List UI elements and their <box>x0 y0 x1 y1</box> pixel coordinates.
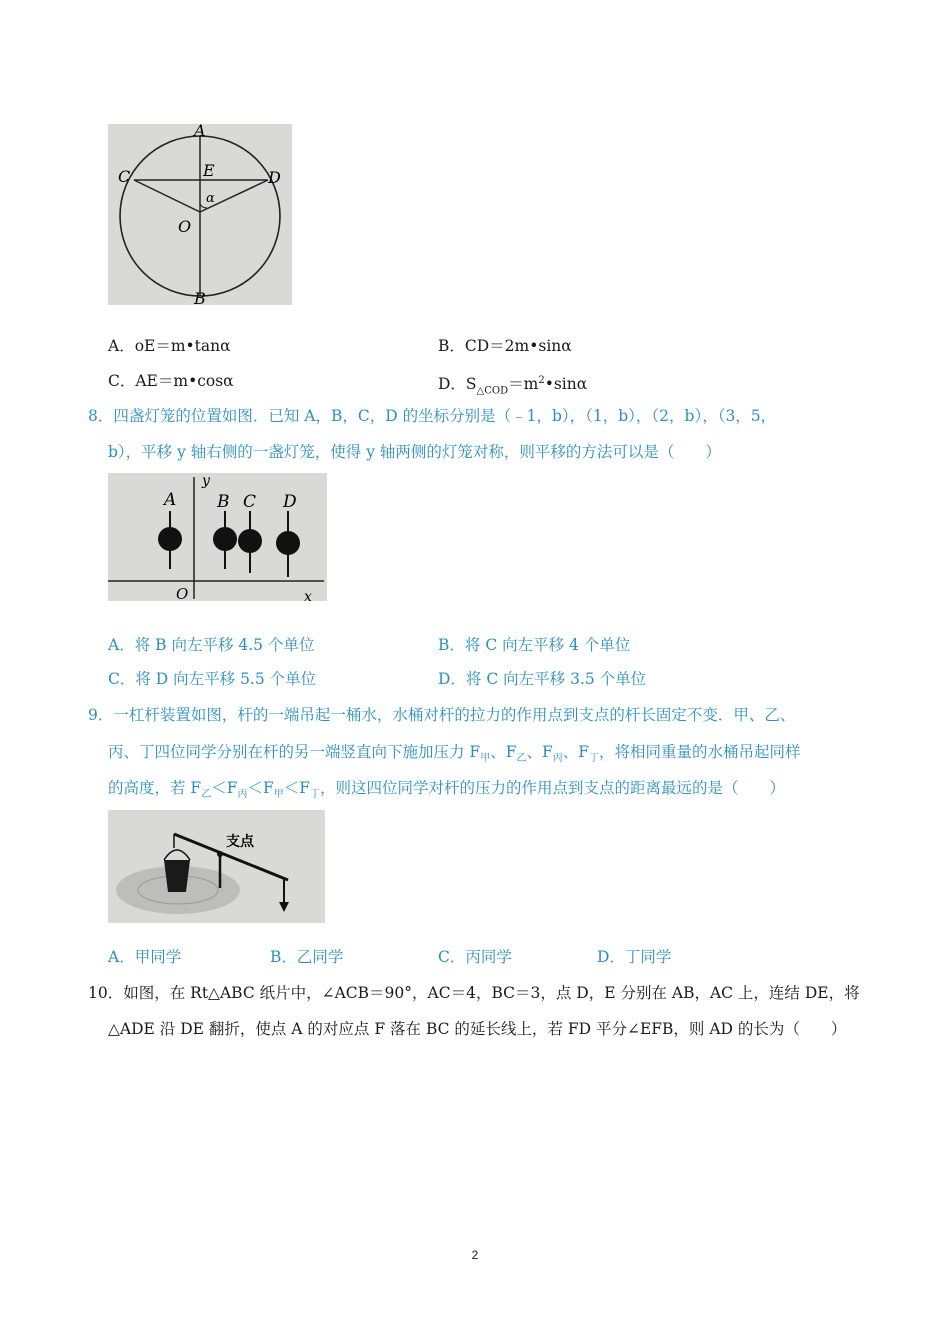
circle-figure <box>108 124 292 305</box>
q9-line2-part: 、F <box>526 743 553 761</box>
label-x: x <box>304 589 312 601</box>
label-D: D <box>283 492 297 512</box>
sub-ding: 丁 <box>588 753 599 765</box>
q8-option-a[interactable]: A．将 B 向左平移 4.5 个单位 <box>108 636 315 654</box>
q7-option-a[interactable]: A．oE＝m•tanα <box>108 337 231 355</box>
label-alpha: α <box>206 191 215 206</box>
sub-bing: 丙 <box>237 789 248 801</box>
sub-ding: 丁 <box>309 789 320 801</box>
label-D: D <box>268 168 281 187</box>
q7-option-d-mid: ＝m <box>508 375 539 394</box>
q8-text-line1: 8．四盏灯笼的位置如图．已知 A，B，C，D 的坐标分别是（﹣1，b），（1，b），（2，b），（3，5， <box>88 407 777 425</box>
q9-option-a[interactable]: A．甲同学 <box>108 948 182 966</box>
lever-figure <box>108 810 325 923</box>
q9-line3-part: ＜F <box>247 779 274 797</box>
page-number: 2 <box>471 1248 479 1262</box>
label-A: A <box>194 124 206 140</box>
label-C: C <box>243 492 257 512</box>
label-B: B <box>217 492 230 512</box>
lantern-B <box>213 511 237 569</box>
label-A: A <box>164 490 177 510</box>
lantern-D <box>276 511 300 577</box>
q7-option-d-sub: △COD <box>476 385 509 397</box>
q7-option-d-sup: 2 <box>538 375 545 386</box>
sub-yi: 乙 <box>201 789 212 801</box>
label-O: O <box>178 217 192 236</box>
q9-line2-part: ，将相同重量的水桶吊起同样 <box>598 743 801 761</box>
q8-option-b[interactable]: B．将 C 向左平移 4 个单位 <box>438 636 631 654</box>
fulcrum-label: 支点 <box>226 834 254 850</box>
q7-option-c[interactable]: C．AE＝m•cosα <box>108 372 234 390</box>
circle-diagram <box>108 124 292 305</box>
q9-line3-part: ，则这四位同学对杆的压力的作用点到支点的距离最远的是（ ） <box>319 779 785 797</box>
label-O: O <box>176 585 189 601</box>
label-y: y <box>202 473 210 489</box>
sub-bing: 丙 <box>552 753 563 765</box>
q8-option-c[interactable]: C．将 D 向左平移 5.5 个单位 <box>108 670 317 688</box>
q9-line3-part: ＜F <box>211 779 238 797</box>
q9-text-line2 <box>108 742 801 769</box>
label-E: E <box>203 161 215 180</box>
q7-option-b[interactable]: B．CD＝2m•sinα <box>438 337 572 355</box>
q9-line2-part: 、F <box>490 743 517 761</box>
q10-text-line1: 10．如图，在 Rt△ABC 纸片中，∠ACB＝90°，AC＝4，BC＝3，点 D，E 分别在 AB，AC 上，连结 DE，将 <box>88 984 860 1002</box>
lever-diagram <box>108 810 325 923</box>
label-C: C <box>118 167 131 186</box>
q10-text-line2: △ADE 沿 DE 翻折，使点 A 的对应点 F 落在 BC 的延长线上，若 FD 平分∠EFB，则 AD 的长为（ ） <box>108 1020 847 1038</box>
q9-option-d[interactable]: D．丁同学 <box>597 948 672 966</box>
lantern-C <box>238 511 262 573</box>
q9-option-c[interactable]: C．丙同学 <box>438 948 512 966</box>
q9-option-b[interactable]: B．乙同学 <box>270 948 344 966</box>
sub-yi: 乙 <box>516 753 527 765</box>
q7-option-d-suffix: •sinα <box>544 375 588 394</box>
label-B: B <box>194 289 206 305</box>
lantern-diagram <box>108 473 327 601</box>
q8-text-line2: b），平移 y 轴右侧的一盏灯笼，使得 y 轴两侧的灯笼对称，则平移的方法可以是（ ） <box>108 443 721 461</box>
q9-text-line1: 9．一杠杆装置如图，杆的一端吊起一桶水，水桶对杆的拉力的作用点到支点的杆长固定不变．甲、乙、 <box>88 706 796 724</box>
q8-option-d[interactable]: D．将 C 向左平移 3.5 个单位 <box>438 670 647 688</box>
q7-option-d[interactable] <box>438 371 587 401</box>
sub-jia: 甲 <box>480 753 491 765</box>
lantern-A <box>158 511 182 569</box>
q9-text-line3 <box>108 778 785 805</box>
lantern-figure <box>108 473 327 601</box>
q9-line2-part: 、F <box>562 743 589 761</box>
sub-jia: 甲 <box>273 789 284 801</box>
q7-option-d-prefix: D．S <box>438 375 477 394</box>
q9-line2-part: 丙、丁四位同学分别在杆的另一端竖直向下施加压力 F <box>108 743 481 761</box>
q9-line3-part: 的高度，若 F <box>108 779 202 797</box>
q9-line3-part: ＜F <box>283 779 310 797</box>
